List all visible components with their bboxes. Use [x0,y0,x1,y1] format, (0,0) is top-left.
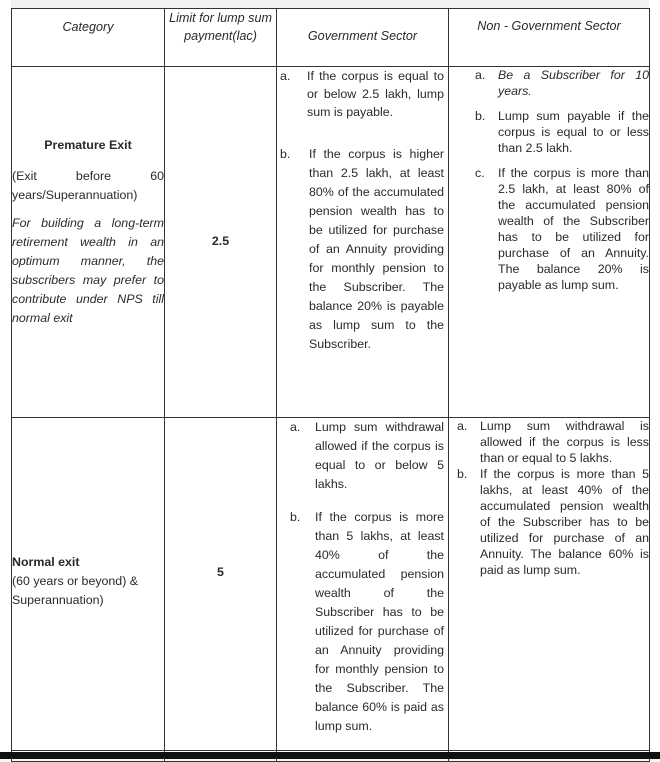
limit-value: 2.5 [211,234,230,248]
header-category: Category [12,9,165,67]
list-item: a. If the corpus is equal to or below 2.5 lakh, lump sum is payable. [280,69,444,119]
nps-exit-rules-table [11,8,650,762]
category-block [12,554,164,610]
limit-value: 5 [217,565,224,579]
header-non-government-sector: Non - Government Sector [449,9,650,67]
list-item: b. If the corpus is higher than 2.5 lakh, at least 80% of the accumulated pension wealth has to be utilized for purchase of an Annuity providing for monthly pension to the Subscriber. The balance 20% is payable as lump sum to the Subscriber. [280,147,444,351]
government-rules-list [277,418,448,736]
category-title: Premature Exit [44,138,132,152]
list-item: a. Be a Subscriber for 10 years. [475,68,649,98]
list-item: a. Lump sum withdrawal is allowed if the corpus is less than or equal to 5 lakhs. [457,419,649,465]
page-bottom-edge [0,752,660,759]
table-row [12,418,650,751]
government-rules-list [277,67,448,354]
list-item: b. Lump sum payable if the corpus is equal to or less than 2.5 lakh. [475,109,649,155]
list-item: b. If the corpus is more than 5 lakhs, at least 40% of the accumulated pension wealth of the Subscriber has to be utilized for purchase of an Annuity providing for monthly pension to the Subscriber. The balance 60% is paid as lump sum. [290,510,444,733]
category-cell [12,67,165,418]
table-header-row [12,9,650,67]
header-government-sector: Government Sector [277,9,449,67]
non-government-cell [449,67,650,418]
list-item: c. If the corpus is more than 2.5 lakh, at least 80% of the accumulated pension wealth of the Subscriber has to be utilized for purchase of an Annuity. The balance 20% is payable as lump sum. [475,166,649,292]
category-note: For building a long-term retirement wealth in an optimum manner, the subscribers may prefer to contribute under NPS till normal exit [12,215,164,325]
government-cell [277,67,449,418]
government-cell [277,418,449,751]
category-subtitle: (Exit before 60 years/Superannuation) [12,168,164,202]
header-limit: Limit for lump sum payment(lac) [165,9,277,67]
table-row [12,67,650,418]
non-government-cell [449,418,650,751]
limit-cell [165,67,277,418]
list-item: a. Lump sum withdrawal allowed if the corpus is equal to or below 5 lakhs. [290,420,444,491]
category-subtitle: (60 years or beyond) & Superannuation) [12,573,139,607]
non-government-rules-list [449,418,649,578]
category-cell [12,418,165,751]
category-title: Normal exit [12,555,80,569]
limit-cell [165,418,277,751]
list-item: b. If the corpus is more than 5 lakhs, at least 40% of the accumulated pension wealth of the Subscriber has to be utilized for purchase of an Annuity. The balance 60% is paid as lump sum. [457,467,649,577]
non-government-rules-list [449,67,649,293]
